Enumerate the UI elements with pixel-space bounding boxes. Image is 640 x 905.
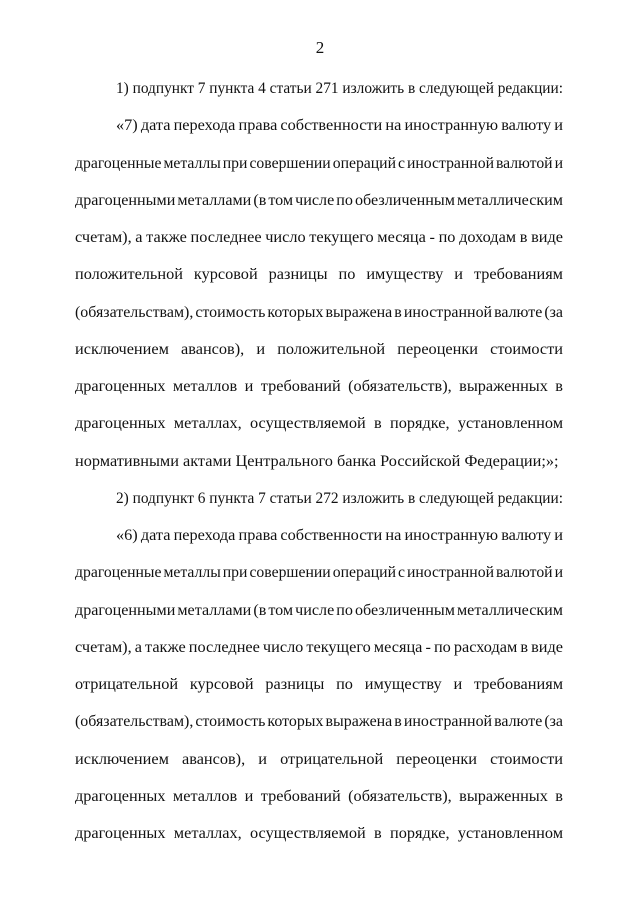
- page-number: 2: [315, 38, 325, 57]
- text-line: [75, 702, 563, 739]
- text-line-content: счетам), а также последнее число текущего месяца - по доходам в виде: [75, 227, 563, 246]
- text-line: [75, 144, 563, 181]
- text-line: [75, 814, 563, 851]
- text-line-content: (обязательствам), стоимость которых выражена в иностранной валюте (за: [75, 301, 563, 321]
- text-line-content: положительной курсовой разницы по имуществу и требованиям: [75, 264, 563, 284]
- text-line: [75, 516, 563, 553]
- text-line-content: «6) дата перехода права собственности на иностранную валюту и: [116, 525, 563, 544]
- text-line: [75, 404, 563, 441]
- text-line-content: драгоценными металлами (в том числе по обезличенным металлическим: [75, 189, 563, 209]
- text-line: [75, 740, 563, 777]
- text-line: [75, 293, 563, 330]
- text-line: [75, 330, 563, 367]
- text-line: [75, 628, 563, 665]
- text-line-content: драгоценных металлах, осуществляемой в порядке, установленном: [75, 413, 563, 433]
- text-line-content: драгоценными металлами (в том числе по обезличенным металлическим: [75, 599, 563, 619]
- text-line: [75, 367, 563, 404]
- text-line-content: 2) подпункт 6 пункта 7 статьи 272 изложить в следующей редакции:: [116, 487, 563, 507]
- text-line: [75, 777, 563, 814]
- text-line: [75, 106, 563, 143]
- text-line-content: драгоценных металлов и требований (обязательств), выраженных в: [75, 376, 563, 395]
- text-line: [75, 255, 563, 292]
- text-line: [75, 591, 563, 628]
- text-line-content: драгоценных металлах, осуществляемой в порядке, установленном: [75, 823, 563, 842]
- document-body: [75, 69, 563, 851]
- text-line-content: нормативными актами Центрального банка Российской Федерации;»;: [75, 450, 559, 470]
- text-line-content: 1) подпункт 7 пункта 4 статьи 271 изложить в следующей редакции:: [116, 78, 563, 97]
- text-line: [75, 218, 563, 255]
- text-line-content: счетам), а также последнее число текущего месяца - по расходам в виде: [75, 636, 563, 656]
- text-line-content: «7) дата перехода права собственности на иностранную валюту и: [116, 115, 563, 135]
- text-line: [75, 69, 563, 106]
- text-line: [75, 553, 563, 590]
- text-line: [75, 665, 563, 702]
- text-line-content: драгоценные металлы при совершении операций с иностранной валютой и: [75, 562, 563, 582]
- text-line-content: (обязательствам), стоимость которых выражена в иностранной валюте (за: [75, 711, 563, 731]
- text-line: [75, 181, 563, 218]
- text-line-content: исключением авансов), и положительной переоценки стоимости: [75, 338, 563, 358]
- text-line-content: драгоценные металлы при совершении операций с иностранной валютой и: [75, 152, 563, 172]
- text-line: [75, 479, 563, 516]
- text-line-content: исключением авансов), и отрицательной переоценки стоимости: [75, 748, 563, 768]
- text-line-content: отрицательной курсовой разницы по имуществу и требованиям: [75, 674, 563, 693]
- text-line: [75, 442, 563, 479]
- text-line-content: драгоценных металлов и требований (обязательств), выраженных в: [75, 785, 563, 805]
